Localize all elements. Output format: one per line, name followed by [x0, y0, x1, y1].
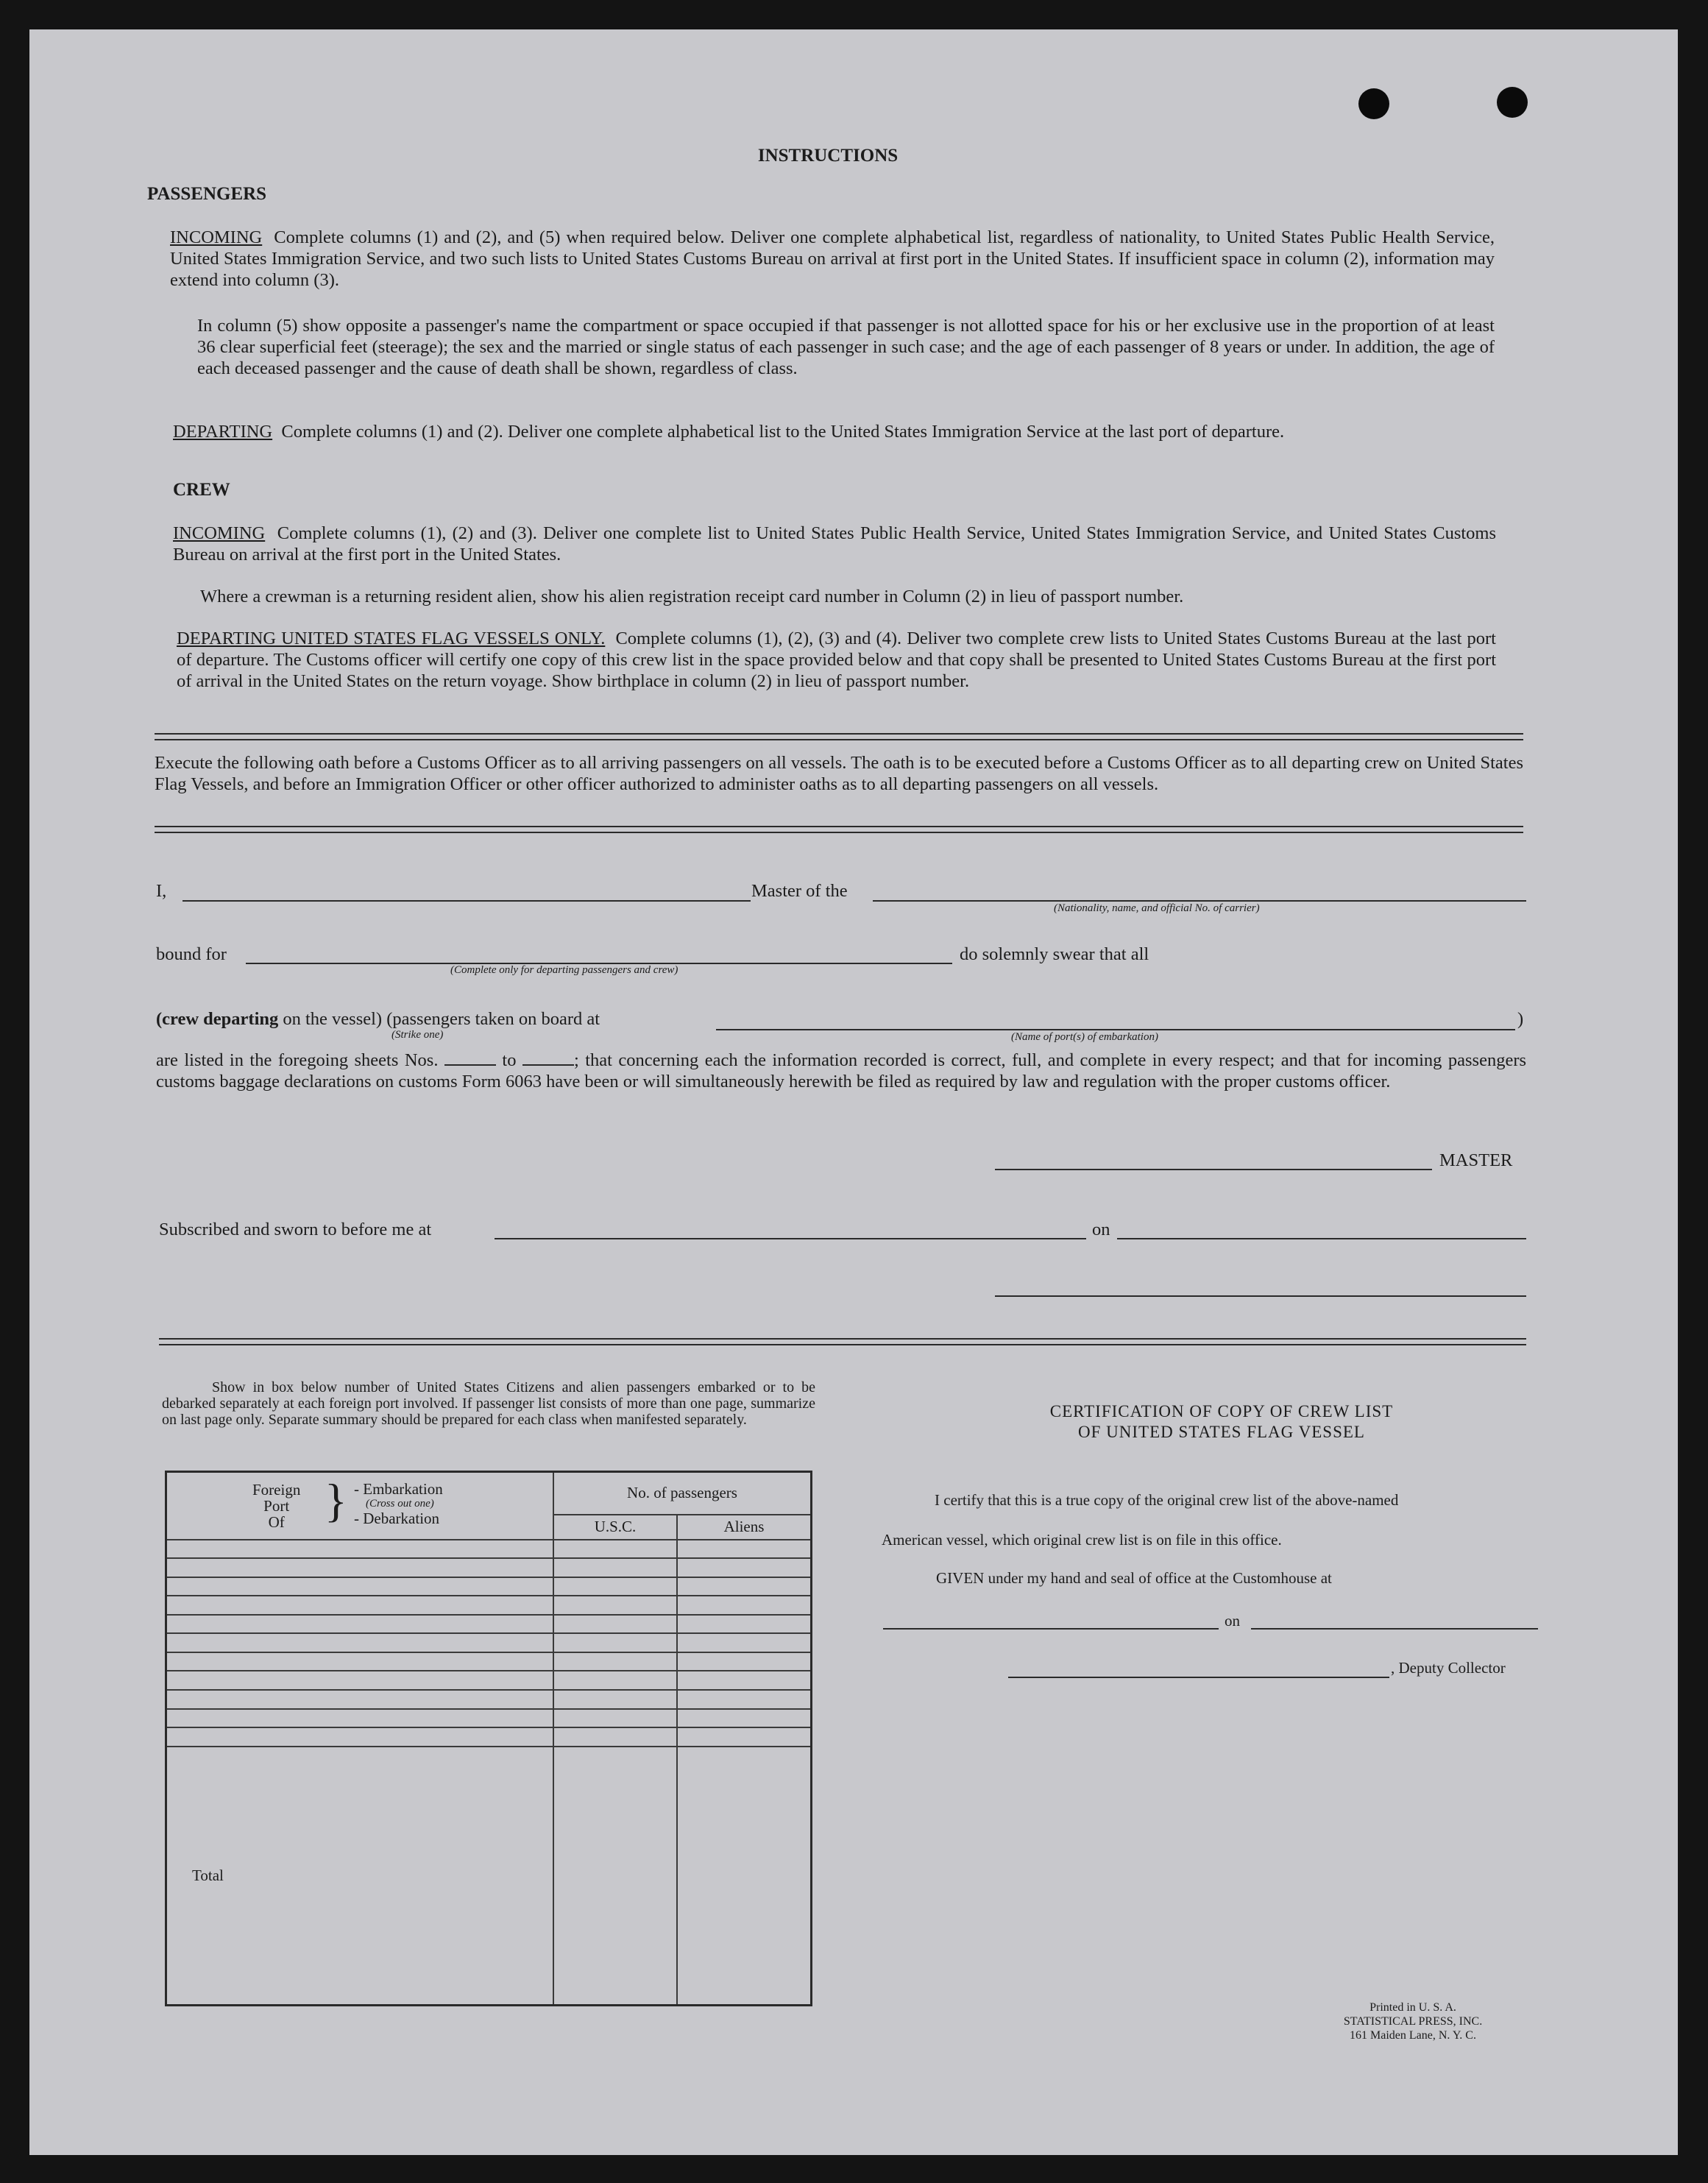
- section-divider: [155, 733, 1523, 740]
- passengers-taken-option[interactable]: (passengers taken on board at: [386, 1009, 600, 1029]
- crew-departing-paragraph: [177, 628, 1496, 692]
- strike-caption: (Strike one): [391, 1029, 444, 1041]
- punch-hole: [1497, 87, 1528, 118]
- embarkation-option[interactable]: - Embarkation: [354, 1480, 443, 1498]
- debarkation-option[interactable]: - Debarkation: [354, 1510, 440, 1527]
- port-cell[interactable]: [166, 1652, 554, 1671]
- brace-icon: }: [325, 1474, 347, 1526]
- foreign-port-of: [252, 1482, 300, 1530]
- port-cell[interactable]: [166, 1615, 554, 1634]
- close-paren: ): [1517, 1009, 1524, 1029]
- printer-line3: 161 Maiden Lane, N. Y. C.: [1350, 2029, 1476, 2042]
- instructions-heading: INSTRUCTIONS: [757, 146, 899, 166]
- aliens-cell[interactable]: [677, 1615, 812, 1634]
- master-label: MASTER: [1439, 1150, 1513, 1170]
- port-label: Port: [263, 1497, 290, 1515]
- passengers-departing-text: Complete columns (1) and (2). Deliver one complete alphabetical list to the United States Immigration Service at the last port of departure.: [281, 422, 1285, 442]
- bound-for-label: bound for: [156, 944, 227, 964]
- subscribed-label: Subscribed and sworn to before me at: [159, 1220, 432, 1239]
- master-of-label: Master of the: [751, 881, 848, 901]
- cert-date-field[interactable]: [1251, 1628, 1538, 1630]
- crew-incoming-text: Complete columns (1), (2) and (3). Deliver one complete list to United States Public Health Service, United States Immigration Service, and United States Customs Bureau on arrival at the first port in the United States.: [173, 523, 1496, 565]
- usc-cell[interactable]: [553, 1540, 677, 1559]
- deputy-collector-signature[interactable]: [1008, 1677, 1389, 1678]
- no-passengers-header: No. of passengers: [553, 1472, 812, 1515]
- carrier-caption: (Nationality, name, and official No. of carrier): [1054, 902, 1260, 914]
- printer-line1: Printed in U. S. A.: [1369, 2001, 1456, 2014]
- sworn-on-label: on: [1092, 1220, 1110, 1239]
- usc-header: U.S.C.: [553, 1515, 677, 1540]
- passengers-column5-text: In column (5) show opposite a passenger's name the compartment or space occupied if that passenger is not allotted space for his or her exclusive use in the proportion of at least 36 clear superficial feet (steerage); the sex and the married or single status of each passenger in such case; and the age of each passenger of 8 years or under. In addition, the age of each deceased passenger and the cause of death shall be shown, regardless of class.: [197, 316, 1495, 378]
- certification-title-line2: OF UNITED STATES FLAG VESSEL: [1078, 1423, 1365, 1441]
- aliens-cell[interactable]: [677, 1690, 812, 1709]
- listed-prefix: are listed in the foregoing sheets Nos.: [156, 1050, 439, 1070]
- punch-hole: [1358, 88, 1389, 119]
- master-name-field[interactable]: [183, 900, 751, 902]
- crew-departing-option[interactable]: (crew departing: [156, 1009, 279, 1029]
- port-cell[interactable]: [166, 1690, 554, 1709]
- master-signature-field[interactable]: [995, 1169, 1432, 1170]
- sheet-to-field[interactable]: [522, 1064, 574, 1066]
- port-cell[interactable]: [166, 1540, 554, 1559]
- cross-out-caption: (Cross out one): [366, 1498, 434, 1510]
- port-cell[interactable]: [166, 1727, 554, 1747]
- usc-cell[interactable]: [553, 1558, 677, 1577]
- passengers-departing-paragraph: [173, 421, 1495, 442]
- ports-caption: (Name of port(s) of embarkation): [1011, 1031, 1158, 1043]
- aliens-cell[interactable]: [677, 1596, 812, 1615]
- crew-incoming-paragraph: [173, 523, 1496, 565]
- printer-line2: STATISTICAL PRESS, INC.: [1343, 2015, 1483, 2028]
- usc-cell[interactable]: [553, 1671, 677, 1690]
- sworn-date-field[interactable]: [1117, 1238, 1526, 1239]
- total-label: Total: [166, 1747, 554, 2006]
- on-vessel-text: on the vessel): [283, 1009, 383, 1029]
- port-cell[interactable]: [166, 1633, 554, 1652]
- aliens-cell[interactable]: [677, 1633, 812, 1652]
- aliens-cell[interactable]: [677, 1540, 812, 1559]
- usc-cell[interactable]: [553, 1690, 677, 1709]
- crew-passengers-line: [156, 1008, 600, 1030]
- port-cell[interactable]: [166, 1577, 554, 1596]
- carrier-field[interactable]: [873, 900, 1526, 902]
- aliens-cell[interactable]: [677, 1727, 812, 1747]
- crew-departing-text: Complete columns (1), (2), (3) and (4). Deliver two complete crew lists to United States Customs Bureau at the last port of departure. The Customs officer will certify one copy of this crew list in the space provided below and that copy shall be presented to United States Customs Bureau at the first port of arrival in the United States on the return voyage. Show birthplace in column (2) in lieu of passport number.: [177, 629, 1496, 691]
- aliens-header: Aliens: [677, 1515, 812, 1540]
- document-page: [29, 29, 1678, 2155]
- passenger-summary-table: [165, 1471, 812, 2006]
- port-cell[interactable]: [166, 1671, 554, 1690]
- aliens-cell[interactable]: [677, 1558, 812, 1577]
- crew-resident-text: Where a crewman is a returning resident alien, show his alien registration receipt card number in Column (2) in lieu of passport number.: [200, 587, 1184, 606]
- port-cell[interactable]: [166, 1596, 554, 1615]
- usc-cell[interactable]: [553, 1577, 677, 1596]
- summary-instructions: Show in box below number of United States Citizens and alien passengers embarked or to be debarked separately at each foreign port involved. If passenger list consists of more than one page, summarize on last page only. Separate summary should be prepared for each class when manifested separately.: [162, 1379, 815, 1428]
- usc-cell[interactable]: [553, 1727, 677, 1747]
- passengers-incoming-text: Complete columns (1) and (2), and (5) when required below. Deliver one complete alphabetical list, regardless of nationality, to United States Public Health Service, United States Immigration Service, and two such lists to United States Customs Bureau on arrival at first port in the United States. If insufficient space in column (2), information may extend into column (3).: [170, 227, 1495, 290]
- cert-on-label: on: [1225, 1612, 1240, 1630]
- bound-for-caption: (Complete only for departing passengers and crew): [450, 964, 678, 976]
- printer-imprint: [1280, 2000, 1545, 2042]
- aliens-cell[interactable]: [677, 1671, 812, 1690]
- aliens-cell[interactable]: [677, 1577, 812, 1596]
- usc-cell[interactable]: [553, 1652, 677, 1671]
- embarkation-ports-field[interactable]: [716, 1029, 1515, 1030]
- given-text: GIVEN under my hand and seal of office at the Customhouse at: [936, 1569, 1332, 1587]
- passengers-departing-label: DEPARTING: [173, 422, 273, 442]
- port-cell[interactable]: [166, 1558, 554, 1577]
- listed-rest: ; that concerning each the information recorded is correct, full, and complete in every respect; and that for incoming passengers customs baggage declarations on customs Form 6063 have been or will simultaneously herewith be filed as required by law and regulation with the proper customs officer.: [156, 1050, 1527, 1092]
- crew-title: CREW: [173, 480, 230, 500]
- deputy-collector-label: , Deputy Collector: [1391, 1659, 1506, 1677]
- section-divider: [155, 826, 1523, 833]
- passengers-incoming-label: INCOMING: [170, 227, 263, 247]
- swear-label: do solemnly swear that all: [960, 944, 1149, 964]
- aliens-total-cell[interactable]: [677, 1747, 812, 2006]
- sheet-from-field[interactable]: [444, 1064, 496, 1066]
- port-cell[interactable]: [166, 1709, 554, 1728]
- usc-cell[interactable]: [553, 1633, 677, 1652]
- aliens-cell[interactable]: [677, 1709, 812, 1728]
- section-divider: [159, 1338, 1526, 1345]
- crew-departing-label: DEPARTING UNITED STATES FLAG VESSELS ONLY.: [177, 629, 606, 648]
- officer-signature-field[interactable]: [995, 1295, 1526, 1297]
- usc-total-cell[interactable]: [553, 1747, 677, 2006]
- passengers-title: PASSENGERS: [147, 184, 267, 204]
- usc-cell[interactable]: [553, 1709, 677, 1728]
- foreign-label: Foreign: [252, 1481, 301, 1499]
- oath-listed-paragraph: [156, 1050, 1526, 1092]
- certification-title-line1: CERTIFICATION OF COPY OF CREW LIST: [1049, 1402, 1394, 1420]
- aliens-cell[interactable]: [677, 1652, 812, 1671]
- port-header-cell: [166, 1472, 554, 1540]
- oath-intro: Execute the following oath before a Customs Officer as to all arriving passengers on all vessels. The oath is to be executed before a Customs Officer as to all departing crew on United States Flag Vessels, and before an Immigration Officer or other officer authorized to administer oaths as to all departing passengers on all vessels.: [155, 753, 1523, 794]
- usc-cell[interactable]: [553, 1596, 677, 1615]
- certify-text: I certify that this is a true copy of the original crew list of the above-named: [935, 1491, 1399, 1509]
- certification-title: [905, 1401, 1538, 1443]
- american-vessel-text: American vessel, which original crew list is on file in this office.: [882, 1531, 1282, 1549]
- usc-cell[interactable]: [553, 1615, 677, 1634]
- oath-i-label: I,: [156, 881, 167, 901]
- to-label: to: [502, 1050, 517, 1070]
- customhouse-field[interactable]: [883, 1628, 1219, 1630]
- embark-options: [354, 1482, 443, 1526]
- crew-incoming-label: INCOMING: [173, 523, 266, 543]
- sworn-place-field[interactable]: [495, 1238, 1086, 1239]
- of-label: Of: [268, 1513, 285, 1531]
- passengers-incoming-paragraph: [170, 227, 1495, 291]
